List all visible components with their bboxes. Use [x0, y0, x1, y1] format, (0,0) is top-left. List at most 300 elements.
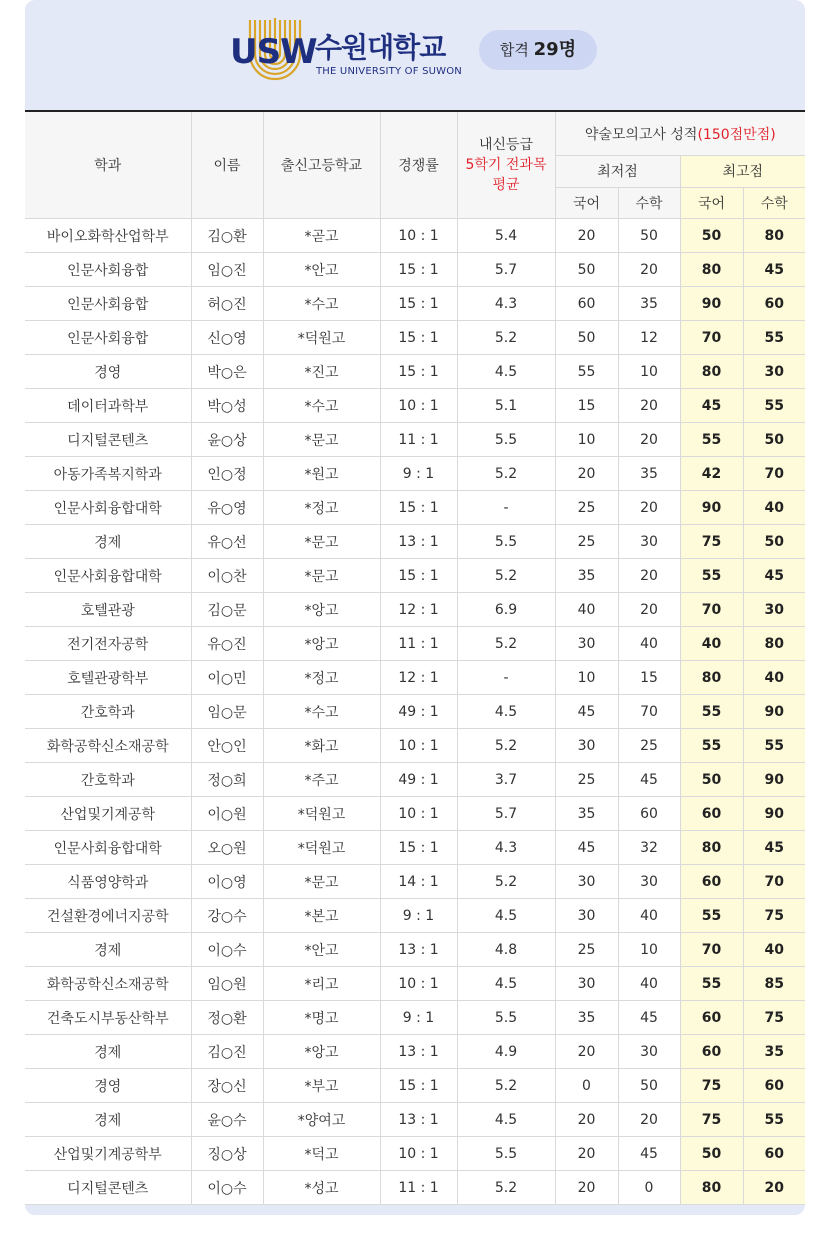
- cell-dept: 건축도시부동산학부: [25, 1001, 191, 1035]
- cell-school: *진고: [263, 355, 380, 389]
- table-row: [25, 287, 805, 321]
- cell-max-kor: 55: [680, 967, 743, 1001]
- cell-grade: 5.2: [457, 1069, 555, 1103]
- cell-name: 오○원: [191, 831, 263, 865]
- cell-min-math: 40: [618, 967, 680, 1001]
- cell-min-math: 20: [618, 593, 680, 627]
- cell-grade: 4.5: [457, 355, 555, 389]
- cell-min-math: 45: [618, 1137, 680, 1171]
- cell-min-math: 50: [618, 219, 680, 253]
- university-name-korean: 수원대학교: [315, 31, 446, 64]
- table-row: [25, 1069, 805, 1103]
- cell-max-kor: 55: [680, 423, 743, 457]
- cell-max-math: 45: [743, 831, 805, 865]
- cell-school: *성고: [263, 1171, 380, 1205]
- cell-ratio: 11 : 1: [380, 627, 457, 661]
- cell-dept: 인문사회융합: [25, 287, 191, 321]
- cell-min-kor: 20: [555, 457, 618, 491]
- cell-min-kor: 30: [555, 967, 618, 1001]
- cell-dept: 경제: [25, 1035, 191, 1069]
- cell-name: 이○수: [191, 933, 263, 967]
- cell-ratio: 14 : 1: [380, 865, 457, 899]
- col-header-grade: [457, 111, 555, 219]
- cell-max-math: 30: [743, 593, 805, 627]
- cell-min-math: 45: [618, 1001, 680, 1035]
- cell-dept: 데이터과학부: [25, 389, 191, 423]
- cell-min-math: 60: [618, 797, 680, 831]
- cell-min-kor: 35: [555, 797, 618, 831]
- cell-min-kor: 35: [555, 1001, 618, 1035]
- cell-school: *정고: [263, 661, 380, 695]
- mock-header-note: (150점만점): [697, 126, 776, 143]
- cell-grade: 4.5: [457, 695, 555, 729]
- cell-school: *안고: [263, 933, 380, 967]
- cell-min-math: 35: [618, 457, 680, 491]
- table-header: [25, 111, 805, 219]
- cell-ratio: 49 : 1: [380, 695, 457, 729]
- cell-max-math: 75: [743, 899, 805, 933]
- cell-dept: 전기전자공학: [25, 627, 191, 661]
- cell-max-kor: 80: [680, 661, 743, 695]
- cell-ratio: 13 : 1: [380, 933, 457, 967]
- table-row: [25, 389, 805, 423]
- cell-min-kor: 50: [555, 321, 618, 355]
- cell-dept: 간호학과: [25, 695, 191, 729]
- cell-max-math: 40: [743, 933, 805, 967]
- cell-name: 이○민: [191, 661, 263, 695]
- cell-max-kor: 50: [680, 763, 743, 797]
- cell-max-math: 70: [743, 457, 805, 491]
- cell-dept: 식품영양학과: [25, 865, 191, 899]
- cell-dept: 화학공학신소재공학: [25, 729, 191, 763]
- cell-dept: 디지털콘텐츠: [25, 1171, 191, 1205]
- cell-min-math: 25: [618, 729, 680, 763]
- cell-min-kor: 55: [555, 355, 618, 389]
- header: [25, 0, 805, 110]
- cell-max-math: 90: [743, 695, 805, 729]
- cell-name: 임○문: [191, 695, 263, 729]
- cell-ratio: 15 : 1: [380, 559, 457, 593]
- cell-max-kor: 90: [680, 491, 743, 525]
- cell-dept: 경영: [25, 355, 191, 389]
- cell-max-math: 75: [743, 1001, 805, 1035]
- cell-max-math: 55: [743, 321, 805, 355]
- cell-min-math: 70: [618, 695, 680, 729]
- cell-ratio: 11 : 1: [380, 1171, 457, 1205]
- table-row: [25, 1171, 805, 1205]
- table-row: [25, 695, 805, 729]
- cell-grade: 4.3: [457, 831, 555, 865]
- cell-min-math: 35: [618, 287, 680, 321]
- cell-name: 장○신: [191, 1069, 263, 1103]
- cell-dept: 바이오화학산업학부: [25, 219, 191, 253]
- cell-name: 안○인: [191, 729, 263, 763]
- cell-ratio: 9 : 1: [380, 1001, 457, 1035]
- cell-name: 강○수: [191, 899, 263, 933]
- cell-name: 인○정: [191, 457, 263, 491]
- cell-min-kor: 45: [555, 831, 618, 865]
- cell-dept: 경영: [25, 1069, 191, 1103]
- cell-ratio: 10 : 1: [380, 389, 457, 423]
- cell-dept: 경제: [25, 933, 191, 967]
- cell-max-kor: 90: [680, 287, 743, 321]
- cell-min-math: 12: [618, 321, 680, 355]
- cell-min-math: 20: [618, 253, 680, 287]
- table-row: [25, 1103, 805, 1137]
- cell-dept: 경제: [25, 1103, 191, 1137]
- cell-max-math: 45: [743, 253, 805, 287]
- cell-school: *앙고: [263, 627, 380, 661]
- cell-name: 임○진: [191, 253, 263, 287]
- cell-min-kor: 10: [555, 423, 618, 457]
- cell-ratio: 15 : 1: [380, 287, 457, 321]
- cell-max-kor: 80: [680, 253, 743, 287]
- cell-school: *수고: [263, 695, 380, 729]
- cell-min-kor: 45: [555, 695, 618, 729]
- table-row: [25, 661, 805, 695]
- cell-dept: 인문사회융합: [25, 321, 191, 355]
- cell-min-math: 32: [618, 831, 680, 865]
- cell-max-math: 50: [743, 525, 805, 559]
- cell-max-math: 90: [743, 763, 805, 797]
- cell-ratio: 13 : 1: [380, 1035, 457, 1069]
- cell-grade: 4.3: [457, 287, 555, 321]
- cell-grade: 4.9: [457, 1035, 555, 1069]
- cell-school: *부고: [263, 1069, 380, 1103]
- cell-name: 김○문: [191, 593, 263, 627]
- cell-max-kor: 60: [680, 865, 743, 899]
- cell-min-math: 40: [618, 899, 680, 933]
- cell-max-kor: 75: [680, 1103, 743, 1137]
- cell-ratio: 12 : 1: [380, 661, 457, 695]
- cell-max-kor: 80: [680, 1171, 743, 1205]
- cell-min-math: 30: [618, 1035, 680, 1069]
- table-row: [25, 865, 805, 899]
- mock-header-title: 약술모의고사 성적: [584, 126, 698, 143]
- table-row: [25, 933, 805, 967]
- col-header-mock: [555, 111, 805, 156]
- col-header-max-math: 수학: [743, 187, 805, 218]
- cell-ratio: 13 : 1: [380, 1103, 457, 1137]
- cell-school: *양여고: [263, 1103, 380, 1137]
- cell-school: *덕원고: [263, 321, 380, 355]
- cell-school: *곧고: [263, 219, 380, 253]
- cell-grade: 5.5: [457, 1137, 555, 1171]
- cell-name: 윤○상: [191, 423, 263, 457]
- cell-min-kor: 20: [555, 1035, 618, 1069]
- table-row: [25, 627, 805, 661]
- table-row: [25, 491, 805, 525]
- cell-min-math: 30: [618, 865, 680, 899]
- cell-max-kor: 40: [680, 627, 743, 661]
- table-row: [25, 253, 805, 287]
- cell-name: 이○원: [191, 797, 263, 831]
- cell-grade: -: [457, 661, 555, 695]
- cell-ratio: 10 : 1: [380, 729, 457, 763]
- cell-max-math: 90: [743, 797, 805, 831]
- cell-min-math: 45: [618, 763, 680, 797]
- cell-max-math: 55: [743, 389, 805, 423]
- table-row: [25, 967, 805, 1001]
- cell-max-kor: 50: [680, 219, 743, 253]
- cell-name: 정○환: [191, 1001, 263, 1035]
- cell-min-kor: 25: [555, 525, 618, 559]
- cell-min-kor: 50: [555, 253, 618, 287]
- cell-grade: 5.5: [457, 525, 555, 559]
- cell-school: *안고: [263, 253, 380, 287]
- cell-min-kor: 10: [555, 661, 618, 695]
- cell-min-kor: 35: [555, 559, 618, 593]
- pass-count: 29명: [533, 39, 577, 60]
- cell-max-kor: 60: [680, 797, 743, 831]
- cell-max-kor: 75: [680, 525, 743, 559]
- cell-grade: 5.5: [457, 1001, 555, 1035]
- cell-max-math: 50: [743, 423, 805, 457]
- cell-ratio: 9 : 1: [380, 899, 457, 933]
- cell-dept: 산업및기계공학: [25, 797, 191, 831]
- cell-max-math: 70: [743, 865, 805, 899]
- col-header-name: 이름: [191, 111, 263, 219]
- admission-results-table: [25, 110, 805, 1205]
- cell-max-math: 55: [743, 1103, 805, 1137]
- cell-grade: -: [457, 491, 555, 525]
- cell-dept: 인문사회융합대학: [25, 831, 191, 865]
- cell-min-math: 0: [618, 1171, 680, 1205]
- cell-school: *정고: [263, 491, 380, 525]
- pass-count-badge: [479, 30, 597, 70]
- cell-dept: 호텔관광학부: [25, 661, 191, 695]
- cell-max-kor: 70: [680, 933, 743, 967]
- cell-max-math: 60: [743, 1137, 805, 1171]
- cell-max-kor: 70: [680, 321, 743, 355]
- cell-max-math: 40: [743, 661, 805, 695]
- cell-max-kor: 50: [680, 1137, 743, 1171]
- cell-max-kor: 60: [680, 1035, 743, 1069]
- col-header-min-math: 수학: [618, 187, 680, 218]
- table-body: [25, 219, 805, 1205]
- col-header-min-kor: 국어: [555, 187, 618, 218]
- cell-school: *앙고: [263, 593, 380, 627]
- cell-min-kor: 20: [555, 1103, 618, 1137]
- table-row: [25, 525, 805, 559]
- cell-min-math: 20: [618, 389, 680, 423]
- cell-max-math: 60: [743, 287, 805, 321]
- cell-max-math: 20: [743, 1171, 805, 1205]
- cell-school: *화고: [263, 729, 380, 763]
- cell-max-kor: 55: [680, 729, 743, 763]
- table-row: [25, 559, 805, 593]
- table-row: [25, 423, 805, 457]
- cell-min-kor: 25: [555, 763, 618, 797]
- cell-ratio: 10 : 1: [380, 797, 457, 831]
- table-row: [25, 321, 805, 355]
- cell-max-math: 85: [743, 967, 805, 1001]
- cell-min-math: 40: [618, 627, 680, 661]
- cell-min-math: 30: [618, 525, 680, 559]
- cell-ratio: 10 : 1: [380, 219, 457, 253]
- cell-grade: 5.2: [457, 865, 555, 899]
- cell-max-kor: 45: [680, 389, 743, 423]
- cell-grade: 4.5: [457, 899, 555, 933]
- cell-min-math: 20: [618, 1103, 680, 1137]
- usw-wordmark: USW: [230, 32, 317, 72]
- cell-min-kor: 0: [555, 1069, 618, 1103]
- cell-min-kor: 15: [555, 389, 618, 423]
- cell-max-math: 35: [743, 1035, 805, 1069]
- cell-school: *앙고: [263, 1035, 380, 1069]
- cell-max-kor: 75: [680, 1069, 743, 1103]
- university-logo: [230, 14, 500, 96]
- cell-max-kor: 55: [680, 559, 743, 593]
- cell-max-kor: 55: [680, 899, 743, 933]
- cell-name: 박○은: [191, 355, 263, 389]
- cell-name: 유○진: [191, 627, 263, 661]
- cell-name: 이○영: [191, 865, 263, 899]
- cell-name: 징○상: [191, 1137, 263, 1171]
- cell-school: *덕원고: [263, 831, 380, 865]
- col-header-min: 최저점: [555, 156, 680, 187]
- cell-grade: 4.5: [457, 967, 555, 1001]
- cell-name: 윤○수: [191, 1103, 263, 1137]
- col-header-dept: 학과: [25, 111, 191, 219]
- cell-ratio: 10 : 1: [380, 967, 457, 1001]
- cell-min-kor: 30: [555, 729, 618, 763]
- cell-name: 신○영: [191, 321, 263, 355]
- cell-school: *수고: [263, 287, 380, 321]
- cell-min-kor: 30: [555, 627, 618, 661]
- cell-grade: 5.2: [457, 627, 555, 661]
- cell-ratio: 9 : 1: [380, 457, 457, 491]
- cell-ratio: 11 : 1: [380, 423, 457, 457]
- cell-min-kor: 20: [555, 1137, 618, 1171]
- cell-grade: 4.8: [457, 933, 555, 967]
- cell-name: 김○진: [191, 1035, 263, 1069]
- grade-header-line2: 5학기 전과목: [465, 157, 547, 173]
- cell-ratio: 12 : 1: [380, 593, 457, 627]
- cell-grade: 5.2: [457, 457, 555, 491]
- cell-min-math: 10: [618, 355, 680, 389]
- cell-grade: 5.2: [457, 559, 555, 593]
- cell-grade: 5.4: [457, 219, 555, 253]
- cell-max-kor: 55: [680, 695, 743, 729]
- cell-grade: 6.9: [457, 593, 555, 627]
- grade-header-line1: 내신등급: [478, 137, 534, 153]
- cell-max-math: 30: [743, 355, 805, 389]
- cell-dept: 인문사회융합대학: [25, 559, 191, 593]
- table-row: [25, 1137, 805, 1171]
- cell-ratio: 15 : 1: [380, 1069, 457, 1103]
- table-row: [25, 593, 805, 627]
- cell-max-kor: 80: [680, 831, 743, 865]
- table-row: [25, 1035, 805, 1069]
- table-row: [25, 457, 805, 491]
- cell-school: *문고: [263, 525, 380, 559]
- cell-min-math: 10: [618, 933, 680, 967]
- cell-ratio: 15 : 1: [380, 321, 457, 355]
- table-row: [25, 729, 805, 763]
- cell-max-kor: 80: [680, 355, 743, 389]
- cell-dept: 아동가족복지학과: [25, 457, 191, 491]
- cell-max-math: 45: [743, 559, 805, 593]
- cell-ratio: 15 : 1: [380, 253, 457, 287]
- cell-ratio: 15 : 1: [380, 491, 457, 525]
- cell-grade: 5.7: [457, 797, 555, 831]
- cell-min-math: 20: [618, 491, 680, 525]
- cell-max-math: 60: [743, 1069, 805, 1103]
- cell-name: 김○환: [191, 219, 263, 253]
- cell-grade: 3.7: [457, 763, 555, 797]
- cell-max-kor: 70: [680, 593, 743, 627]
- cell-school: *본고: [263, 899, 380, 933]
- cell-school: *덕원고: [263, 797, 380, 831]
- cell-ratio: 49 : 1: [380, 763, 457, 797]
- cell-name: 유○영: [191, 491, 263, 525]
- grade-header-line3: 평균: [492, 177, 520, 193]
- cell-dept: 디지털콘텐츠: [25, 423, 191, 457]
- cell-name: 임○원: [191, 967, 263, 1001]
- cell-school: *주고: [263, 763, 380, 797]
- cell-school: *문고: [263, 423, 380, 457]
- cell-dept: 건설환경에너지공학: [25, 899, 191, 933]
- cell-name: 박○성: [191, 389, 263, 423]
- cell-name: 허○진: [191, 287, 263, 321]
- col-header-max: 최고점: [680, 156, 805, 187]
- cell-name: 정○희: [191, 763, 263, 797]
- cell-grade: 5.2: [457, 321, 555, 355]
- cell-name: 유○선: [191, 525, 263, 559]
- table-row: [25, 355, 805, 389]
- cell-dept: 산업및기계공학부: [25, 1137, 191, 1171]
- cell-max-math: 55: [743, 729, 805, 763]
- cell-school: *덕고: [263, 1137, 380, 1171]
- cell-name: 이○찬: [191, 559, 263, 593]
- cell-min-kor: 20: [555, 1171, 618, 1205]
- cell-max-math: 40: [743, 491, 805, 525]
- pass-label: 합격: [499, 41, 529, 59]
- table-row: [25, 899, 805, 933]
- cell-min-kor: 30: [555, 865, 618, 899]
- cell-school: *수고: [263, 389, 380, 423]
- cell-min-math: 20: [618, 423, 680, 457]
- cell-school: *문고: [263, 559, 380, 593]
- cell-min-math: 20: [618, 559, 680, 593]
- cell-school: *원고: [263, 457, 380, 491]
- cell-ratio: 15 : 1: [380, 831, 457, 865]
- table-row: [25, 797, 805, 831]
- cell-dept: 인문사회융합: [25, 253, 191, 287]
- cell-min-kor: 25: [555, 933, 618, 967]
- cell-ratio: 10 : 1: [380, 1137, 457, 1171]
- cell-grade: 5.7: [457, 253, 555, 287]
- cell-max-math: 80: [743, 627, 805, 661]
- cell-max-kor: 42: [680, 457, 743, 491]
- cell-school: *리고: [263, 967, 380, 1001]
- cell-grade: 4.5: [457, 1103, 555, 1137]
- cell-grade: 5.1: [457, 389, 555, 423]
- cell-dept: 경제: [25, 525, 191, 559]
- cell-min-math: 15: [618, 661, 680, 695]
- cell-min-kor: 25: [555, 491, 618, 525]
- col-header-max-kor: 국어: [680, 187, 743, 218]
- cell-max-math: 80: [743, 219, 805, 253]
- cell-ratio: 13 : 1: [380, 525, 457, 559]
- cell-dept: 화학공학신소재공학: [25, 967, 191, 1001]
- cell-min-kor: 30: [555, 899, 618, 933]
- cell-dept: 간호학과: [25, 763, 191, 797]
- cell-grade: 5.2: [457, 1171, 555, 1205]
- cell-name: 이○수: [191, 1171, 263, 1205]
- table-row: [25, 831, 805, 865]
